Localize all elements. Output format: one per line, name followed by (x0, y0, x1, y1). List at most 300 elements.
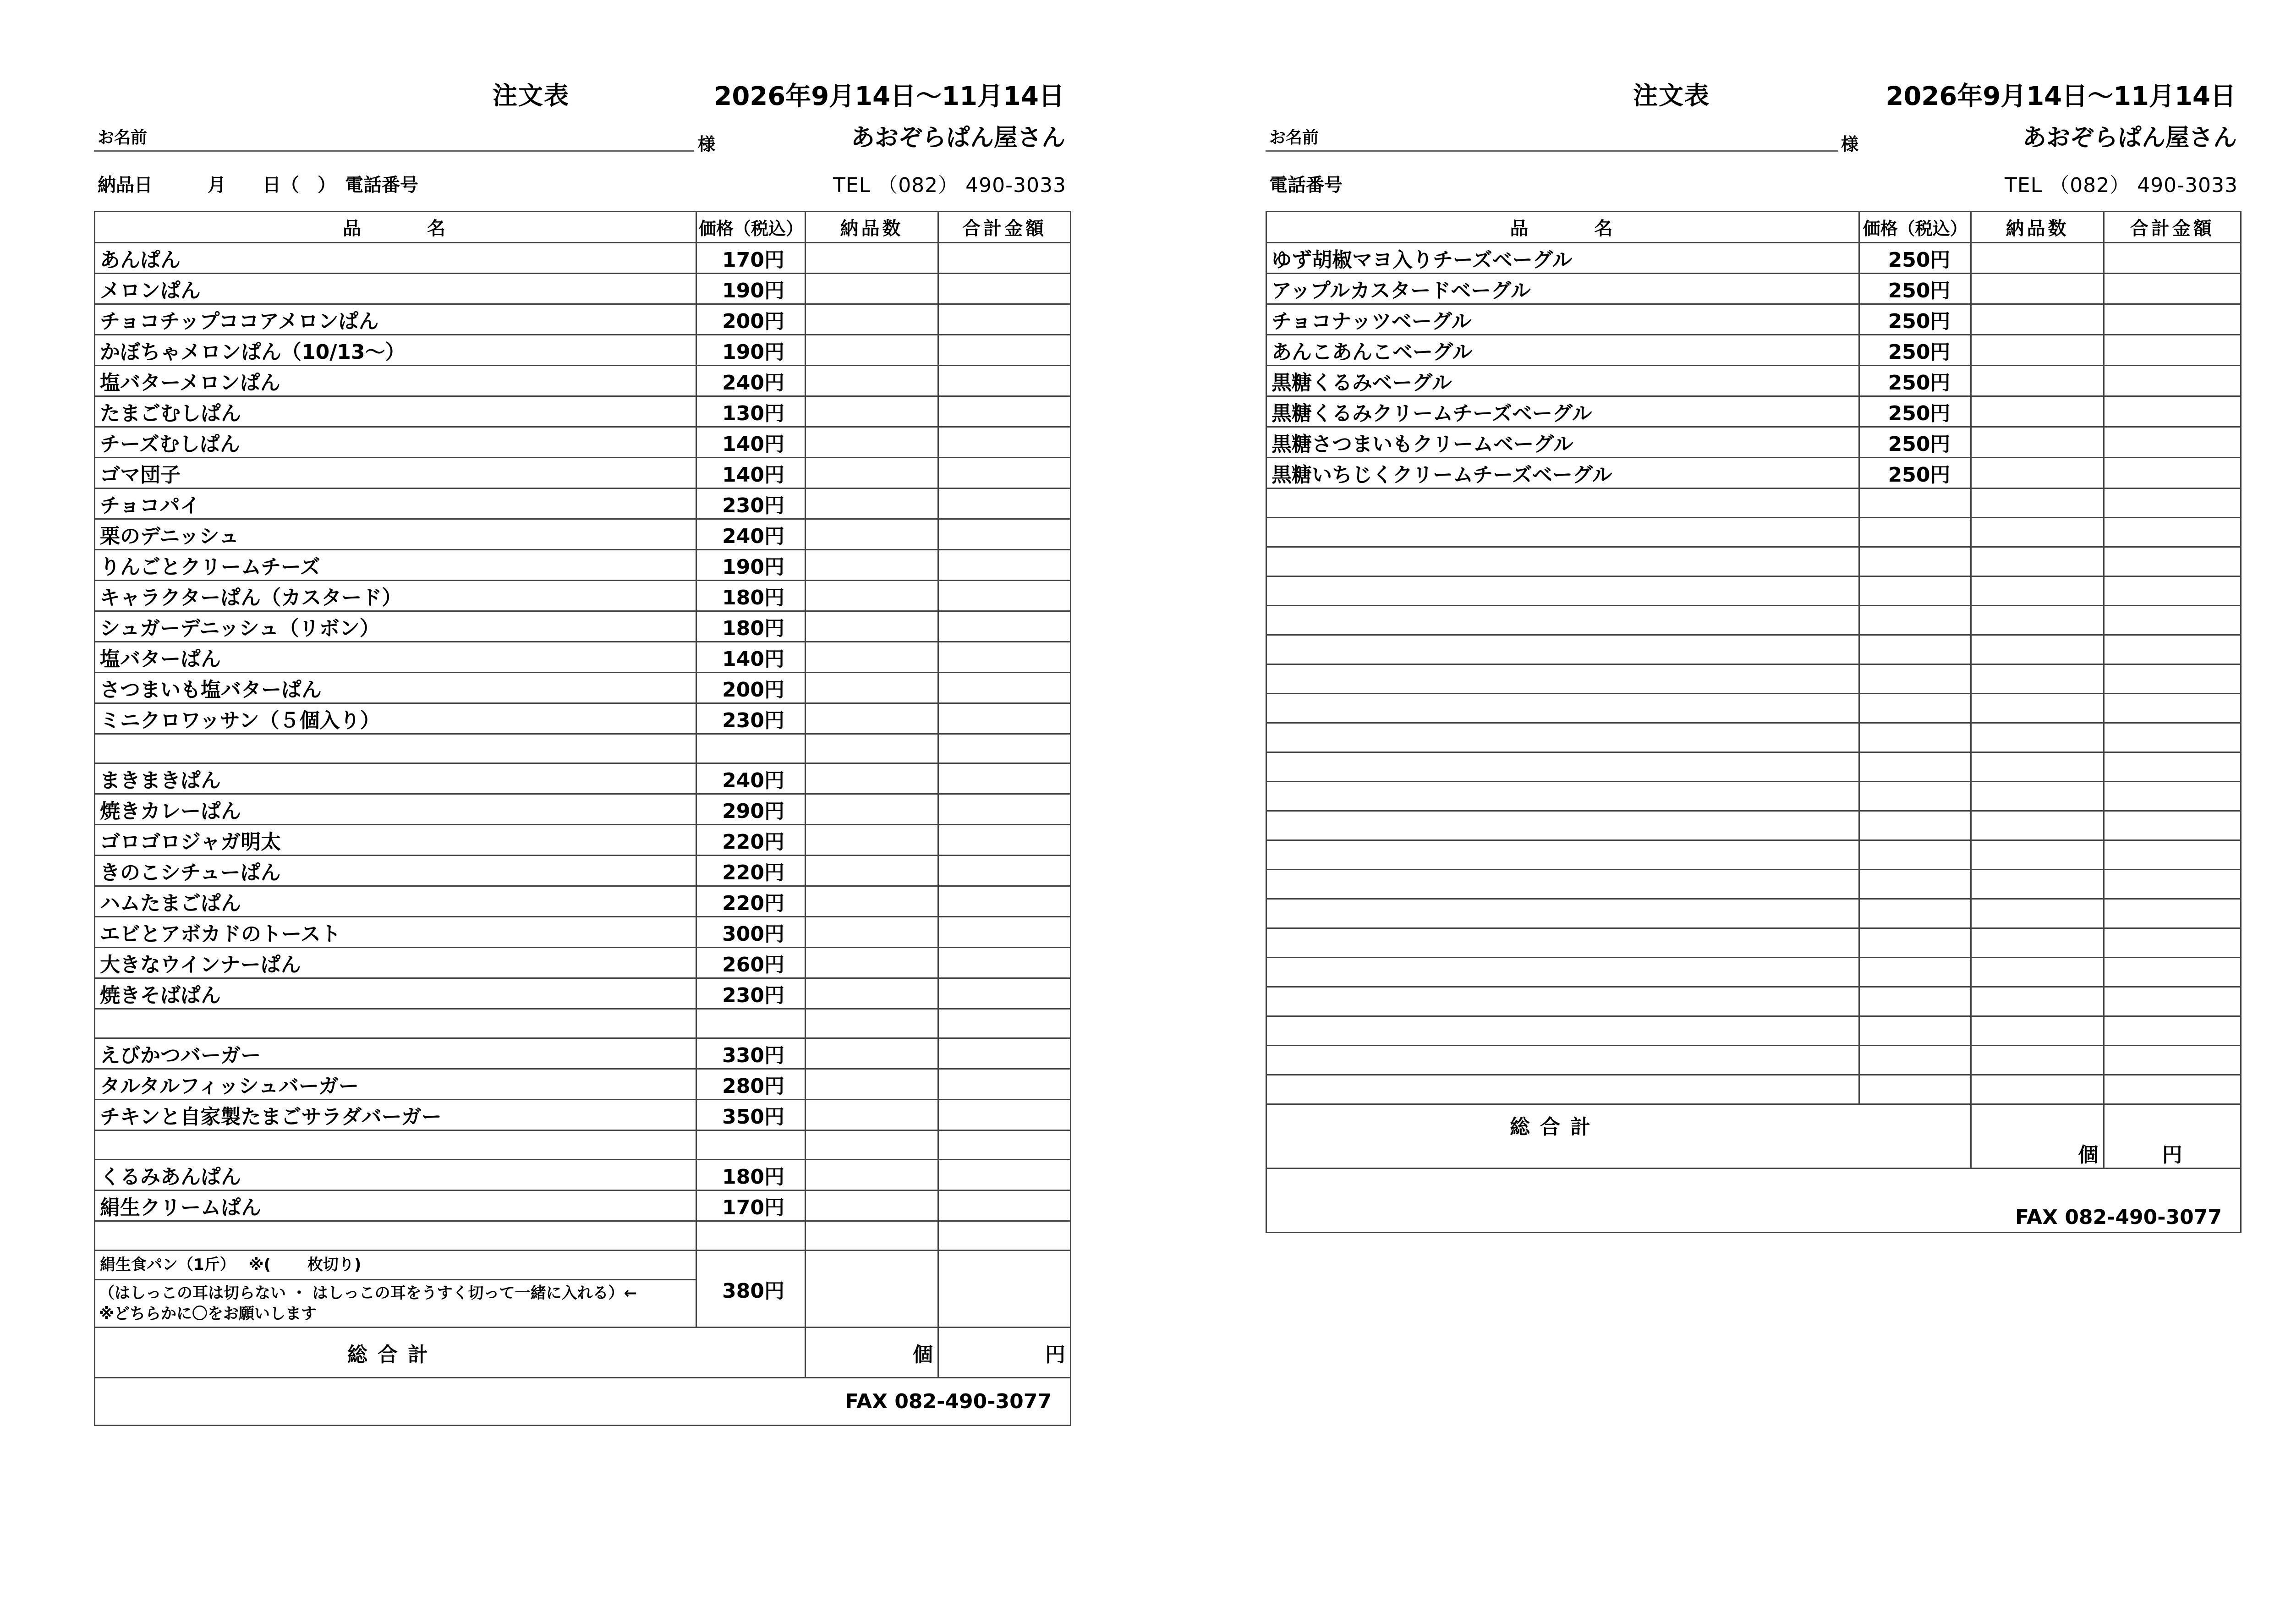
qty-cell[interactable] (806, 1191, 938, 1221)
amount-cell[interactable] (2104, 723, 2241, 752)
table-row (1266, 243, 2241, 274)
table-row (95, 550, 1071, 581)
amount-cell[interactable] (938, 427, 1071, 458)
qty-cell[interactable] (806, 825, 938, 856)
qty-cell[interactable] (806, 856, 938, 886)
amount-cell[interactable] (938, 550, 1071, 581)
total-yen-unit[interactable]: 円 (938, 1328, 1071, 1378)
item-name (1266, 576, 1859, 606)
item-price: 250円 (1859, 458, 1971, 488)
amount-cell[interactable] (938, 366, 1071, 396)
order-table (1266, 211, 2242, 1233)
item-name: 絹生クリームぱん (95, 1191, 696, 1221)
qty-cell[interactable] (1971, 576, 2104, 606)
amount-cell[interactable] (2104, 928, 2241, 958)
total-qty-unit[interactable]: 個 (806, 1328, 938, 1378)
item-price (696, 1221, 806, 1251)
table-row (1266, 335, 2241, 366)
item-price: 220円 (696, 886, 806, 917)
item-name: かぼちゃメロンぱん（10/13～） (95, 335, 696, 366)
item-name (1266, 811, 1859, 840)
amount-cell[interactable] (938, 1009, 1071, 1038)
qty-cell[interactable] (806, 1038, 938, 1069)
item-name (1266, 635, 1859, 664)
item-price: 140円 (696, 642, 806, 673)
amount-cell[interactable] (938, 581, 1071, 611)
item-name: エビとアボカドのトースト (95, 917, 696, 948)
table-row (1266, 840, 2241, 870)
item-price: 280円 (696, 1069, 806, 1100)
item-name: 焼きカレーぱん (95, 794, 696, 825)
shop-name: あおぞらぱん屋さん (850, 124, 1065, 152)
amount-cell[interactable] (938, 763, 1071, 794)
qty-cell[interactable] (806, 1130, 938, 1160)
table-row (1266, 752, 2241, 782)
qty-cell[interactable] (1971, 958, 2104, 987)
item-name: きのこシチューぱん (95, 856, 696, 886)
amount-cell[interactable] (2104, 396, 2241, 427)
name-field[interactable] (1266, 150, 1838, 152)
table-row (95, 458, 1071, 488)
amount-cell[interactable] (2104, 1075, 2241, 1104)
amount-cell[interactable] (2104, 811, 2241, 840)
amount-cell[interactable] (2104, 243, 2241, 274)
table-row (1266, 547, 2241, 576)
table-row (95, 274, 1071, 304)
qty-cell[interactable] (1971, 811, 2104, 840)
table-row (1266, 664, 2241, 694)
qty-cell[interactable] (806, 734, 938, 763)
qty-cell[interactable] (1971, 694, 2104, 723)
amount-cell[interactable] (2104, 1046, 2241, 1075)
table-row (95, 611, 1071, 642)
table-row (1266, 1016, 2241, 1046)
item-price (696, 734, 806, 763)
table-row (1266, 274, 2241, 304)
qty-cell[interactable] (806, 519, 938, 550)
table-row (1266, 1075, 2241, 1104)
qty-cell[interactable] (806, 886, 938, 917)
item-name: シュガーデニッシュ（リボン） (95, 611, 696, 642)
amount-cell[interactable] (2104, 664, 2241, 694)
item-name (1266, 547, 1859, 576)
item-price: 230円 (696, 978, 806, 1009)
amount-cell[interactable] (2104, 958, 2241, 987)
fax-row (95, 1378, 1071, 1426)
item-price (1859, 518, 1971, 547)
item-price: 220円 (696, 825, 806, 856)
table-row (95, 794, 1071, 825)
qty-cell[interactable] (806, 1100, 938, 1130)
table-row (95, 243, 1071, 274)
item-name (1266, 928, 1859, 958)
amount-cell[interactable] (938, 948, 1071, 978)
order-table-body (1266, 243, 2241, 1104)
item-price (1859, 1016, 1971, 1046)
item-name (1266, 752, 1859, 782)
total-qty-unit[interactable]: 個 (1971, 1104, 2104, 1169)
qty-cell[interactable] (806, 274, 938, 304)
amount-cell[interactable] (938, 488, 1071, 519)
item-price: 290円 (696, 794, 806, 825)
item-price: 180円 (696, 611, 806, 642)
amount-cell[interactable] (938, 978, 1071, 1009)
qty-cell[interactable] (1971, 782, 2104, 811)
item-name: 大きなウインナーぱん (95, 948, 696, 978)
item-name (1266, 958, 1859, 987)
item-name (95, 1009, 696, 1038)
bread-qty-cell[interactable] (806, 1251, 938, 1328)
table-row (1266, 366, 2241, 396)
amount-cell[interactable] (2104, 606, 2241, 635)
item-price (1859, 664, 1971, 694)
item-name: ハムたまごぱん (95, 886, 696, 917)
amount-cell[interactable] (938, 1130, 1071, 1160)
item-name (1266, 518, 1859, 547)
grand-total-label: 総合計 (1266, 1104, 1971, 1169)
order-sheet-right (1266, 73, 2242, 1233)
table-row (1266, 1046, 2241, 1075)
table-row (95, 427, 1071, 458)
amount-cell[interactable] (938, 1069, 1071, 1100)
qty-cell[interactable] (806, 550, 938, 581)
item-name (1266, 899, 1859, 928)
item-price: 250円 (1859, 396, 1971, 427)
table-row (1266, 987, 2241, 1016)
table-row (95, 519, 1071, 550)
item-price (1859, 870, 1971, 899)
qty-cell[interactable] (1971, 664, 2104, 694)
item-price: 240円 (696, 763, 806, 794)
item-price (1859, 1075, 1971, 1104)
qty-cell[interactable] (1971, 243, 2104, 274)
total-yen-unit[interactable]: 円 (2104, 1104, 2241, 1169)
table-row (1266, 304, 2241, 335)
amount-cell[interactable] (938, 396, 1071, 427)
amount-cell[interactable] (2104, 987, 2241, 1016)
item-price: 240円 (696, 519, 806, 550)
qty-cell[interactable] (1971, 870, 2104, 899)
item-name: 黒糖いちじくクリームチーズベーグル (1266, 458, 1859, 488)
item-price: 250円 (1859, 243, 1971, 274)
order-table (94, 211, 1071, 1426)
amount-cell[interactable] (2104, 274, 2241, 304)
item-price (1859, 606, 1971, 635)
table-row (95, 642, 1071, 673)
bread-amount-cell[interactable] (938, 1251, 1071, 1328)
item-price: 170円 (696, 243, 806, 274)
amount-cell[interactable] (2104, 694, 2241, 723)
item-price: 190円 (696, 550, 806, 581)
amount-cell[interactable] (938, 1038, 1071, 1069)
amount-cell[interactable] (938, 611, 1071, 642)
amount-cell[interactable] (938, 304, 1071, 335)
shop-tel: TEL （082） 490-3033 (2005, 174, 2238, 197)
item-price (1859, 1046, 1971, 1075)
qty-cell[interactable] (1971, 928, 2104, 958)
amount-cell[interactable] (2104, 870, 2241, 899)
qty-cell[interactable] (1971, 458, 2104, 488)
amount-cell[interactable] (938, 458, 1071, 488)
qty-cell[interactable] (806, 458, 938, 488)
item-price: 180円 (696, 1160, 806, 1191)
grand-total-row (1266, 1104, 2241, 1169)
amount-cell[interactable] (2104, 899, 2241, 928)
table-row (95, 304, 1071, 335)
amount-cell[interactable] (938, 673, 1071, 703)
item-name: メロンぱん (95, 274, 696, 304)
table-header-row (1266, 212, 2241, 243)
qty-cell[interactable] (1971, 635, 2104, 664)
item-price: 170円 (696, 1191, 806, 1221)
shop-name: あおぞらぱん屋さん (2022, 124, 2237, 152)
qty-cell[interactable] (806, 917, 938, 948)
amount-cell[interactable] (938, 243, 1071, 274)
qty-cell[interactable] (1971, 274, 2104, 304)
amount-cell[interactable] (938, 1221, 1071, 1251)
item-name: タルタルフィッシュバーガー (95, 1069, 696, 1100)
phone-label: 電話番号 (1269, 175, 1343, 196)
qty-cell[interactable] (1971, 518, 2104, 547)
qty-cell[interactable] (1971, 488, 2104, 518)
item-name: ミニクロワッサン（５個入り） (95, 703, 696, 734)
amount-cell[interactable] (938, 734, 1071, 763)
col-header-amount: 合計金額 (2104, 212, 2241, 243)
amount-cell[interactable] (2104, 635, 2241, 664)
qty-cell[interactable] (1971, 396, 2104, 427)
amount-cell[interactable] (2104, 335, 2241, 366)
table-header-row (95, 212, 1071, 243)
item-price: 140円 (696, 458, 806, 488)
qty-cell[interactable] (806, 366, 938, 396)
item-name (1266, 606, 1859, 635)
table-row (95, 1130, 1071, 1160)
item-name (1266, 694, 1859, 723)
qty-cell[interactable] (806, 1009, 938, 1038)
qty-cell[interactable] (806, 611, 938, 642)
amount-cell[interactable] (938, 335, 1071, 366)
amount-cell[interactable] (2104, 1016, 2241, 1046)
qty-cell[interactable] (1971, 899, 2104, 928)
shop-fax: FAX 082-490-3077 (1266, 1169, 2241, 1233)
table-row (95, 1221, 1071, 1251)
table-row (95, 488, 1071, 519)
item-name: 焼きそばぱん (95, 978, 696, 1009)
amount-cell[interactable] (2104, 576, 2241, 606)
table-row (95, 978, 1071, 1009)
amount-cell[interactable] (938, 1160, 1071, 1191)
item-name: チョコナッツベーグル (1266, 304, 1859, 335)
item-name: まきまきぱん (95, 763, 696, 794)
amount-cell[interactable] (2104, 304, 2241, 335)
table-row (95, 1100, 1071, 1130)
col-header-price: 価格（税込） (1859, 212, 1971, 243)
item-price: 130円 (696, 396, 806, 427)
qty-cell[interactable] (1971, 1046, 2104, 1075)
item-name: チョコパイ (95, 488, 696, 519)
qty-cell[interactable] (806, 427, 938, 458)
shop-fax: FAX 082-490-3077 (95, 1378, 1071, 1426)
item-price: 250円 (1859, 366, 1971, 396)
amount-cell[interactable] (2104, 488, 2241, 518)
qty-cell[interactable] (806, 642, 938, 673)
item-name: あんこあんこベーグル (1266, 335, 1859, 366)
order-period: 2026年9月14日～11月14日 (1885, 82, 2236, 111)
item-price: 190円 (696, 335, 806, 366)
item-name (1266, 1016, 1859, 1046)
item-price: 140円 (696, 427, 806, 458)
amount-cell[interactable] (938, 825, 1071, 856)
table-row (95, 763, 1071, 794)
fax-row (1266, 1169, 2241, 1233)
item-price: 230円 (696, 703, 806, 734)
qty-cell[interactable] (806, 1160, 938, 1191)
page-title: 注文表 (493, 81, 570, 110)
table-row (95, 335, 1071, 366)
item-price (696, 1130, 806, 1160)
item-name: チーズむしぱん (95, 427, 696, 458)
item-price (1859, 547, 1971, 576)
item-name (1266, 1046, 1859, 1075)
item-name (95, 734, 696, 763)
amount-cell[interactable] (938, 917, 1071, 948)
item-price (1859, 694, 1971, 723)
amount-cell[interactable] (938, 642, 1071, 673)
amount-cell[interactable] (2104, 840, 2241, 870)
grand-total-label: 総合計 (95, 1328, 806, 1378)
table-row (95, 917, 1071, 948)
name-field[interactable] (94, 150, 694, 152)
bread-option-instruction: ※どちらかに〇をお願いします (99, 1304, 317, 1323)
amount-cell[interactable] (938, 274, 1071, 304)
item-price: 300円 (696, 917, 806, 948)
honorific-label: 様 (1841, 134, 1859, 154)
qty-cell[interactable] (806, 703, 938, 734)
table-row (95, 396, 1071, 427)
table-row (95, 1160, 1071, 1191)
item-price (1859, 488, 1971, 518)
amount-cell[interactable] (938, 1191, 1071, 1221)
item-name (1266, 870, 1859, 899)
honorific-label: 様 (698, 134, 716, 154)
bread-row-top (95, 1251, 1071, 1280)
qty-cell[interactable] (806, 488, 938, 519)
bread-option-text: （はしっこの耳は切らない ・ はしっこの耳をうすく切って一緒に入れる）← (99, 1284, 637, 1303)
qty-cell[interactable] (806, 1069, 938, 1100)
amount-cell[interactable] (938, 886, 1071, 917)
amount-cell[interactable] (2104, 782, 2241, 811)
shop-tel: TEL （082） 490-3033 (833, 174, 1066, 197)
qty-cell[interactable] (806, 673, 938, 703)
item-price (1859, 958, 1971, 987)
amount-cell[interactable] (938, 703, 1071, 734)
table-row (1266, 958, 2241, 987)
qty-cell[interactable] (1971, 1075, 2104, 1104)
amount-cell[interactable] (2104, 366, 2241, 396)
item-name: りんごとクリームチーズ (95, 550, 696, 581)
item-name: さつまいも塩バターぱん (95, 673, 696, 703)
bread-option-note (95, 1280, 696, 1328)
amount-cell[interactable] (2104, 427, 2241, 458)
item-name: 黒糖くるみベーグル (1266, 366, 1859, 396)
qty-cell[interactable] (1971, 606, 2104, 635)
item-price: 250円 (1859, 304, 1971, 335)
table-row (95, 734, 1071, 763)
item-name: 黒糖くるみクリームチーズベーグル (1266, 396, 1859, 427)
item-name: ゴロゴロジャガ明太 (95, 825, 696, 856)
item-price: 250円 (1859, 427, 1971, 458)
item-price: 250円 (1859, 274, 1971, 304)
qty-cell[interactable] (1971, 366, 2104, 396)
qty-cell[interactable] (1971, 840, 2104, 870)
table-row (95, 1038, 1071, 1069)
table-row (1266, 899, 2241, 928)
table-row (1266, 782, 2241, 811)
col-header-item: 品 名 (1266, 212, 1859, 243)
amount-cell[interactable] (938, 856, 1071, 886)
amount-cell[interactable] (2104, 518, 2241, 547)
col-header-qty: 納品数 (806, 212, 938, 243)
qty-cell[interactable] (806, 948, 938, 978)
qty-cell[interactable] (806, 304, 938, 335)
qty-cell[interactable] (806, 396, 938, 427)
qty-cell[interactable] (806, 794, 938, 825)
col-header-price: 価格（税込） (696, 212, 806, 243)
item-name (95, 1221, 696, 1251)
item-name: アップルカスタードベーグル (1266, 274, 1859, 304)
item-name: ゴマ団子 (95, 458, 696, 488)
qty-cell[interactable] (1971, 547, 2104, 576)
bread-item-price: 380円 (696, 1251, 806, 1328)
item-name (1266, 1075, 1859, 1104)
qty-cell[interactable] (806, 978, 938, 1009)
qty-cell[interactable] (1971, 1016, 2104, 1046)
name-label: お名前 (1269, 128, 1319, 147)
qty-cell[interactable] (1971, 987, 2104, 1016)
amount-cell[interactable] (938, 519, 1071, 550)
item-name: くるみあんぱん (95, 1160, 696, 1191)
item-price: 330円 (696, 1038, 806, 1069)
qty-cell[interactable] (806, 763, 938, 794)
qty-cell[interactable] (1971, 304, 2104, 335)
amount-cell[interactable] (2104, 547, 2241, 576)
qty-cell[interactable] (1971, 335, 2104, 366)
qty-cell[interactable] (1971, 427, 2104, 458)
item-name (1266, 782, 1859, 811)
qty-cell[interactable] (1971, 752, 2104, 782)
amount-cell[interactable] (938, 1100, 1071, 1130)
item-name (95, 1130, 696, 1160)
table-row (1266, 811, 2241, 840)
qty-cell[interactable] (806, 243, 938, 274)
item-price (1859, 782, 1971, 811)
item-name: ゆず胡椒マヨ入りチーズベーグル (1266, 243, 1859, 274)
item-name: 塩バターメロンぱん (95, 366, 696, 396)
table-row (95, 366, 1071, 396)
qty-cell[interactable] (806, 581, 938, 611)
table-row (95, 673, 1071, 703)
amount-cell[interactable] (2104, 458, 2241, 488)
qty-cell[interactable] (806, 335, 938, 366)
amount-cell[interactable] (2104, 752, 2241, 782)
table-row (95, 948, 1071, 978)
qty-cell[interactable] (1971, 723, 2104, 752)
qty-cell[interactable] (806, 1221, 938, 1251)
table-row (1266, 694, 2241, 723)
col-header-qty: 納品数 (1971, 212, 2104, 243)
table-row (1266, 928, 2241, 958)
amount-cell[interactable] (938, 794, 1071, 825)
